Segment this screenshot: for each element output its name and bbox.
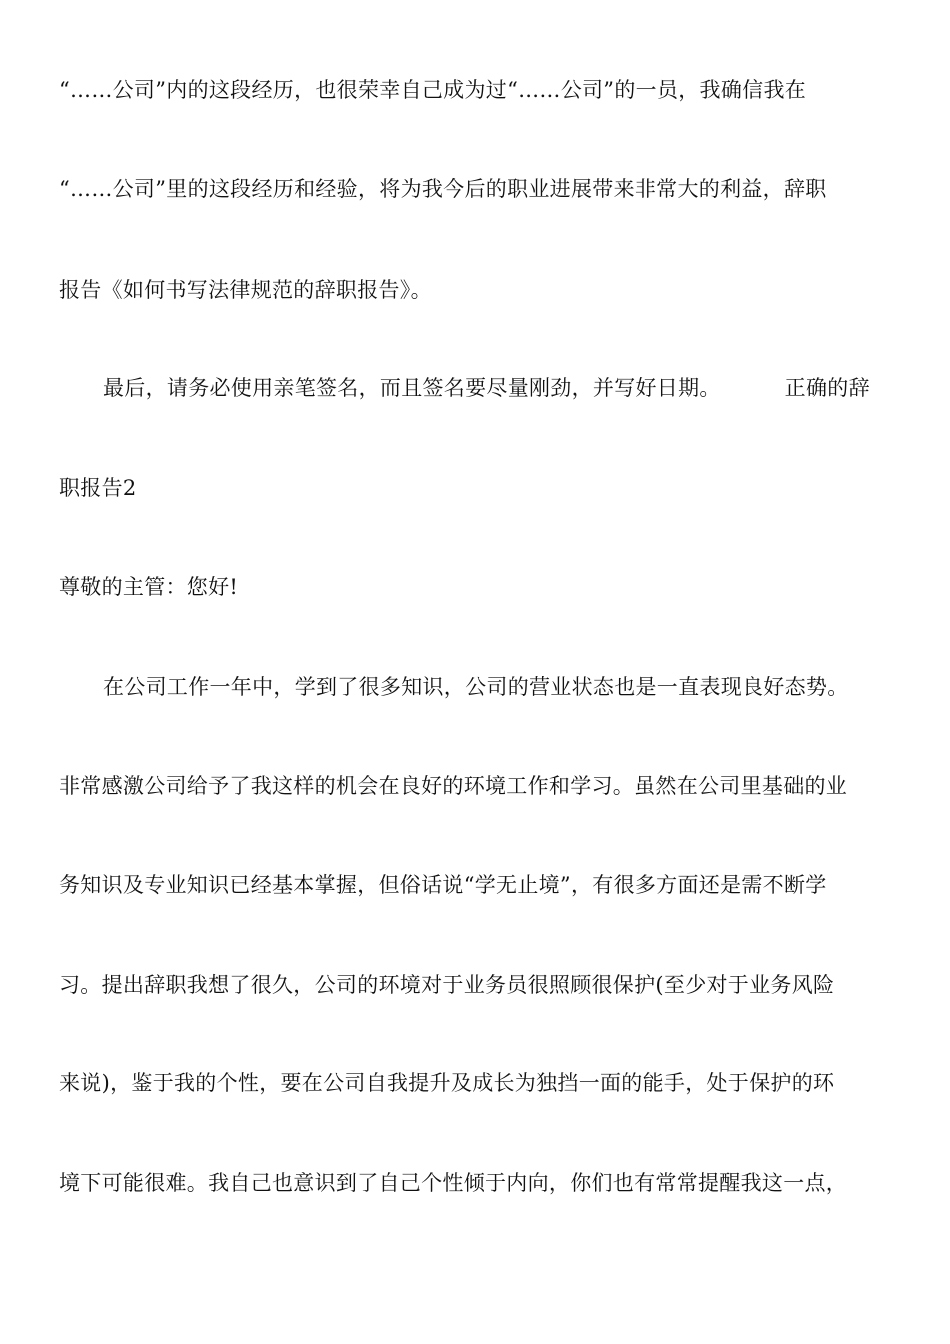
text-line: “……公司”内的这段经历，也很荣幸自己成为过“……公司”的一员，我确信我在 xyxy=(59,78,807,102)
text-line: “……公司”里的这段经历和经验，将为我今后的职业进展带来非常大的利益，辞职 xyxy=(59,177,827,201)
text-segment: 最后，请务必使用亲笔签名，而且签名要尽量刚劲，并写好日期。 xyxy=(103,376,721,400)
text-line: 来说)，鉴于我的个性，要在公司自我提升及成长为独挡一面的能手，处于保护的环 xyxy=(59,1071,835,1095)
text-line: 报告《如何书写法律规范的辞职报告》。 xyxy=(59,278,432,302)
heading-end: 职报告2 xyxy=(59,476,137,500)
salutation: 尊敬的主管：您好! xyxy=(59,575,239,599)
text-line: 境下可能很难。我自己也意识到了自己个性倾于内向，你们也有常常提醒我这一点， xyxy=(59,1171,848,1195)
heading-start: 正确的辞 xyxy=(784,376,870,400)
text-line: 非常感激公司给予了我这样的机会在良好的环境工作和学习。虽然在公司里基础的业 xyxy=(59,774,848,798)
text-line: 习。提出辞职我想了很久，公司的环境对于业务员很照顾很保护(至少对于业务风险 xyxy=(59,973,835,997)
paragraph-line xyxy=(103,374,894,402)
text-line: 在公司工作一年中，学到了很多知识，公司的营业状态也是一直表现良好态势。 xyxy=(103,675,849,699)
text-line: 务知识及专业知识已经基本掌握，但俗话说“学无止境”，有很多方面还是需不断学 xyxy=(59,873,827,897)
